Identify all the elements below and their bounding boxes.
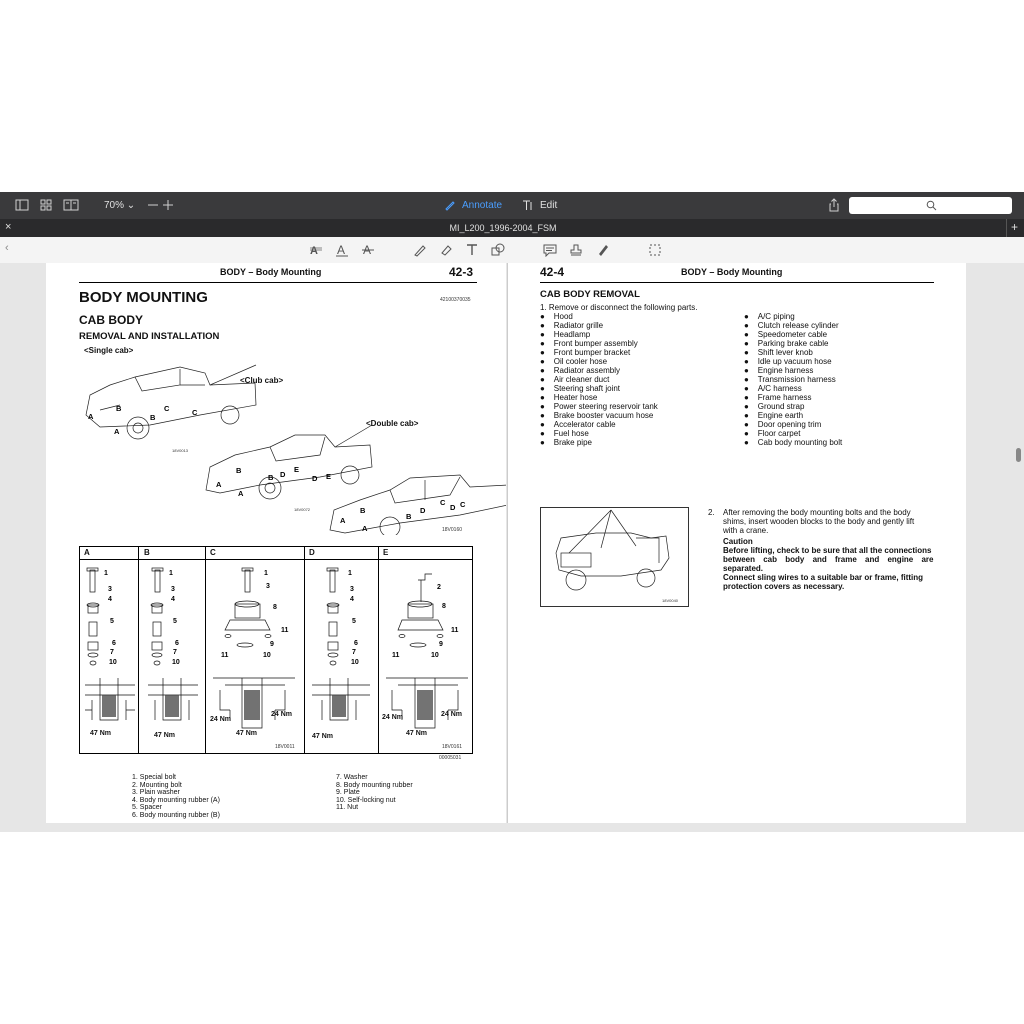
svg-text:C: C (460, 500, 466, 509)
bullet-icon: ● (744, 402, 758, 411)
column-header-a: A (84, 548, 90, 557)
list-item: ● A/C piping (744, 312, 795, 321)
procedure-title: REMOVAL AND INSTALLATION (79, 331, 220, 342)
column-header-d: D (309, 548, 315, 557)
stamp-icon[interactable] (569, 243, 583, 257)
svg-text:10: 10 (172, 659, 180, 666)
exploded-parts-diagram (80, 560, 472, 753)
svg-text:D: D (312, 474, 318, 483)
parts-legend-left (132, 774, 220, 820)
page-header-title: BODY – Body Mounting (681, 267, 783, 277)
list-item: ● Door opening trim (744, 420, 822, 429)
single-cab-figure-code: 18V0013 (172, 448, 189, 453)
list-item: ● A/C harness (744, 384, 802, 393)
svg-text:11: 11 (392, 652, 400, 659)
document-area (0, 263, 1024, 832)
zoom-value: 70% (104, 200, 125, 211)
svg-text:3: 3 (108, 586, 112, 593)
list-item: ● Brake pipe (540, 438, 592, 447)
list-item: ● Brake booster vacuum hose (540, 411, 654, 420)
list-item: ● Frame harness (744, 393, 812, 402)
main-toolbar (0, 192, 1024, 219)
bullet-icon: ● (540, 357, 554, 366)
text-box-icon[interactable] (465, 243, 479, 257)
list-item: ● Parking brake cable (744, 339, 829, 348)
bullet-icon: ● (540, 411, 554, 420)
torque-c-left: 24 Nm (210, 716, 232, 723)
svg-text:6: 6 (354, 640, 358, 647)
svg-text:1: 1 (169, 570, 173, 577)
legend-item: 6. Body mounting rubber (B) (132, 811, 220, 819)
caution-line: protection covers as necessary. (723, 582, 845, 591)
single-cab-label: <Single cab> (84, 346, 134, 355)
list-item: ● Heater hose (540, 393, 598, 402)
bullet-icon: ● (540, 312, 554, 321)
svg-text:3: 3 (350, 586, 354, 593)
page-42-3 (46, 263, 506, 823)
double-cab-figure-code: 18V0160 (442, 527, 463, 533)
svg-text:3: 3 (266, 583, 270, 590)
svg-text:A: A (88, 412, 94, 421)
svg-text:7: 7 (173, 649, 177, 656)
parts-legend-right (336, 774, 413, 812)
crane-lift-illustration (540, 507, 689, 607)
bullet-icon: ● (540, 384, 554, 393)
header-rule (540, 282, 934, 283)
list-item: ● Fuel hose (540, 429, 589, 438)
bullet-icon: ● (540, 429, 554, 438)
two-page-view-icon[interactable] (63, 198, 79, 212)
new-tab-icon[interactable]: + (1011, 220, 1019, 234)
bottom-figure-code: 00005031 (439, 755, 462, 761)
svg-text:5: 5 (173, 618, 177, 625)
caution-line: Before lifting, check to be sure that all the connections (723, 546, 932, 555)
club-cab-label: <Club cab> (240, 376, 284, 385)
svg-text:5: 5 (352, 618, 356, 625)
selection-marquee-icon[interactable] (648, 243, 662, 257)
table-figure-code-2: 18V0161 (442, 744, 463, 750)
bullet-icon: ● (540, 375, 554, 384)
bullet-icon: ● (744, 339, 758, 348)
svg-text:6: 6 (175, 640, 179, 647)
list-item: ● Oil cooler hose (540, 357, 608, 366)
search-icon (926, 200, 937, 211)
svg-text:2: 2 (437, 584, 441, 591)
svg-text:7: 7 (110, 649, 114, 656)
svg-text:4: 4 (108, 596, 112, 603)
legend-item: 2. Mounting bolt (132, 781, 182, 789)
bullet-icon: ● (744, 393, 758, 402)
column-header-b: B (144, 548, 150, 557)
bullet-icon: ● (540, 339, 554, 348)
parts-list-col2 (744, 312, 842, 447)
list-item: ● Hood (540, 312, 573, 321)
document-title: MI_L200_1996-2004_FSM (449, 223, 557, 233)
svg-text:11: 11 (221, 652, 229, 659)
svg-text:10: 10 (431, 652, 439, 659)
caution-line: between cab body and frame and engine are (723, 555, 934, 564)
caution-title: Caution (723, 537, 753, 546)
svg-text:11: 11 (281, 627, 289, 634)
section-title: CAB BODY REMOVAL (540, 289, 640, 300)
svg-text:1: 1 (104, 570, 108, 577)
svg-text:9: 9 (270, 641, 274, 648)
sidebar-toggle-icon[interactable] (15, 198, 29, 212)
bullet-icon: ● (540, 402, 554, 411)
section-title: BODY MOUNTING (79, 289, 208, 306)
club-cab-figure-code: 18V0072 (294, 507, 311, 512)
torque-e-right: 24 Nm (441, 711, 463, 718)
list-item: ● Headlamp (540, 330, 591, 339)
svg-text:A: A (362, 524, 368, 533)
svg-text:B: B (406, 512, 412, 521)
svg-text:D: D (280, 470, 286, 479)
list-item: ● Steering shaft joint (540, 384, 620, 393)
zoom-out-icon[interactable] (146, 198, 160, 212)
svg-text:3: 3 (171, 586, 175, 593)
svg-text:8: 8 (273, 604, 277, 611)
bullet-icon: ● (540, 321, 554, 330)
svg-text:9: 9 (439, 641, 443, 648)
parts-list-col1 (540, 312, 658, 447)
bullet-icon: ● (744, 420, 758, 429)
share-icon[interactable] (827, 198, 841, 212)
legend-item: 8. Body mounting rubber (336, 781, 413, 789)
list-item: ● Floor carpet (744, 429, 801, 438)
document-tab-bar (0, 219, 1024, 237)
chevron-left-icon[interactable]: ‹ (5, 242, 9, 254)
text-cursor-icon (522, 199, 534, 211)
torque-c-bottom: 47 Nm (236, 730, 258, 737)
legend-item: 7. Washer (336, 774, 368, 781)
signature-pen-icon[interactable] (596, 243, 610, 257)
search-input[interactable] (849, 197, 1012, 214)
step-2-number: 2. (708, 508, 715, 517)
comment-icon[interactable] (543, 243, 557, 257)
list-item: ● Radiator assembly (540, 366, 620, 375)
text-underline-icon[interactable] (335, 243, 349, 257)
svg-text:8: 8 (442, 603, 446, 610)
bullet-icon: ● (744, 375, 758, 384)
list-item: ● Transmission harness (744, 375, 836, 384)
mounting-parts-table (79, 546, 473, 754)
svg-text:C: C (440, 498, 446, 507)
torque-e-left: 24 Nm (382, 714, 404, 721)
figure-code: 18V0040 (662, 598, 679, 603)
legend-item: 10. Self-locking nut (336, 796, 396, 804)
svg-text:A: A (216, 480, 222, 489)
legend-item: 4. Body mounting rubber (A) (132, 796, 220, 804)
page-header-title: BODY – Body Mounting (220, 267, 322, 277)
svg-text:5: 5 (110, 618, 114, 625)
column-header-e: E (383, 548, 389, 557)
svg-text:1: 1 (264, 570, 268, 577)
list-item: ● Idle up vacuum hose (744, 357, 832, 366)
list-item: ● Power steering reservoir tank (540, 402, 658, 411)
bullet-icon: ● (744, 321, 758, 330)
svg-text:B: B (116, 404, 122, 413)
page-42-4 (507, 263, 966, 823)
svg-text:4: 4 (171, 596, 175, 603)
bullet-icon: ● (744, 411, 758, 420)
close-icon[interactable]: × (5, 221, 12, 233)
list-item: ● Shift lever knob (744, 348, 813, 357)
vertical-scrollbar[interactable] (1016, 448, 1021, 462)
caution-line: Connect sling wires to a suitable bar or frame, fitting (723, 573, 924, 582)
bullet-icon: ● (540, 420, 554, 429)
step-2-line: After removing the body mounting bolts and the body (723, 508, 911, 517)
document-tab[interactable] (0, 223, 1006, 233)
list-item: ● Ground strap (744, 402, 805, 411)
list-item: ● Engine harness (744, 366, 814, 375)
svg-text:D: D (450, 503, 456, 512)
bullet-icon: ● (744, 348, 758, 357)
svg-text:6: 6 (112, 640, 116, 647)
text-highlight-icon[interactable] (309, 243, 323, 257)
bullet-icon: ● (540, 366, 554, 375)
torque-b: 47 Nm (154, 732, 176, 739)
svg-text:11: 11 (451, 627, 459, 634)
list-item: ● Accelerator cable (540, 420, 616, 429)
header-rule (79, 282, 477, 283)
column-header-c: C (210, 548, 216, 557)
bullet-icon: ● (744, 312, 758, 321)
svg-text:A: A (238, 489, 244, 498)
list-item: ● Clutch release cylinder (744, 321, 839, 330)
bullet-icon: ● (744, 384, 758, 393)
annotate-button[interactable] (444, 199, 502, 211)
svg-text:A: A (114, 427, 120, 436)
torque-c-right: 24 Nm (271, 711, 293, 718)
table-figure-code-1: 18V0011 (275, 744, 295, 750)
subtitle: CAB BODY (79, 313, 144, 327)
svg-text:B: B (236, 466, 242, 475)
list-item: ● Front bumper assembly (540, 339, 638, 348)
list-item: ● Air cleaner duct (540, 375, 610, 384)
svg-text:4: 4 (350, 596, 354, 603)
caution-block (723, 537, 934, 591)
svg-text:E: E (326, 472, 332, 481)
svg-text:E: E (294, 465, 300, 474)
svg-text:D: D (420, 506, 426, 515)
truck-locations-illustration (80, 355, 506, 535)
bullet-icon: ● (540, 348, 554, 357)
step-2-line: shims, insert wooden blocks to the body and gently lift (723, 517, 915, 526)
list-item: ● Radiator grille (540, 321, 604, 330)
eraser-icon[interactable] (439, 243, 453, 257)
pdf-viewer-window (0, 192, 1024, 832)
zoom-select[interactable] (104, 200, 135, 211)
edit-label: Edit (540, 199, 558, 211)
list-item: ● Speedometer cable (744, 330, 828, 339)
svg-text:A: A (337, 243, 346, 257)
legend-item: 1. Special bolt (132, 774, 176, 781)
torque-a: 47 Nm (90, 730, 112, 737)
document-code: 42100370035 (440, 297, 471, 303)
text-strikethrough-icon[interactable] (361, 243, 375, 257)
pencil-icon[interactable] (413, 243, 427, 257)
bullet-icon: ● (540, 330, 554, 339)
torque-e-bottom: 47 Nm (406, 730, 428, 737)
list-item: ● Front bumper bracket (540, 348, 631, 357)
bullet-icon: ● (744, 429, 758, 438)
bullet-icon: ● (540, 393, 554, 402)
edit-button[interactable] (522, 199, 557, 211)
pen-icon (444, 199, 456, 211)
svg-text:B: B (268, 473, 274, 482)
step-2-line: with a crane. (723, 526, 769, 535)
page-number: 42-4 (540, 265, 565, 279)
bullet-icon: ● (540, 438, 554, 447)
step-2-text (723, 508, 914, 535)
bullet-icon: ● (744, 438, 758, 447)
legend-item: 9. Plate (336, 789, 360, 797)
bullet-icon: ● (744, 366, 758, 375)
bullet-icon: ● (744, 357, 758, 366)
zoom-in-icon[interactable] (161, 198, 175, 212)
shapes-icon[interactable] (491, 243, 505, 257)
step-1-text: 1. Remove or disconnect the following parts. (540, 303, 698, 312)
svg-text:10: 10 (263, 652, 271, 659)
torque-d: 47 Nm (312, 733, 334, 740)
svg-text:1: 1 (348, 570, 352, 577)
annotate-label: Annotate (462, 199, 503, 211)
svg-text:C: C (192, 408, 198, 417)
bullet-icon: ● (744, 330, 758, 339)
svg-text:A: A (310, 245, 318, 257)
svg-text:A: A (340, 516, 346, 525)
svg-text:C: C (164, 404, 170, 413)
annotation-toolbar (0, 237, 1024, 264)
caution-line: separated. (723, 564, 764, 573)
svg-text:10: 10 (351, 659, 359, 666)
page-number: 42-3 (449, 265, 474, 279)
svg-text:A: A (363, 243, 372, 257)
list-item: ● Engine earth (744, 411, 804, 420)
legend-item: 11. Nut (336, 804, 359, 812)
chevron-down-icon: ⌄ (126, 200, 136, 211)
legend-item: 5. Spacer (132, 804, 162, 812)
list-item: ● Cab body mounting bolt (744, 438, 843, 447)
svg-text:10: 10 (109, 659, 117, 666)
svg-text:7: 7 (352, 649, 356, 656)
svg-text:B: B (360, 506, 366, 515)
double-cab-label: <Double cab> (366, 419, 419, 428)
svg-text:B: B (150, 413, 156, 422)
legend-item: 3. Plain washer (132, 789, 180, 797)
thumbnail-grid-icon[interactable] (39, 198, 53, 212)
